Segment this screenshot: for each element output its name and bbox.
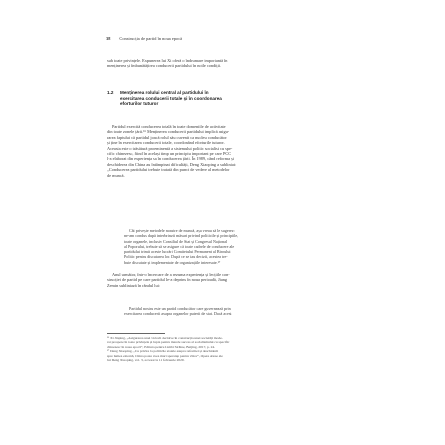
footnotes: [107, 336, 341, 362]
page-number: 38: [106, 36, 111, 41]
section-title-line: exercitarea conducerii totale și în coordonarea: [120, 95, 222, 101]
quote-line: al Poporului, trebuie să se asigure că toate cadrele de conducere ale: [124, 243, 235, 249]
section-title-line: eforturilor tuturor: [120, 101, 159, 107]
footnote-line: chinezesc în noua epocă”, Editura pentru Limbi Străine, Beijing, 2017, p. 24.: [107, 344, 215, 349]
text-line: sub toate privințele. Expunerea lui Xi oferă o îndrumare importantă în: [107, 58, 228, 63]
section-number: 1.2: [107, 90, 114, 95]
text-line: din toate zonele țării.¹⁶ Menținerea conducerii partidului implică asigu-: [107, 129, 230, 135]
text-line: Partidul exercită conducerea totală în toate domeniile de activitate: [112, 124, 226, 129]
text-line: rarea faptului că partidul joacă rolul său cuvenit ca nucleu conducător: [107, 134, 227, 140]
footnote-line: ¹⁶ Xi Jinping, „Asigurarea unei victorii decisive în construcția unei societăți mode-: [107, 336, 223, 340]
block-quote-2: [124, 306, 322, 317]
text-line: Anul următor, într-o încercare de a rezuma experiența și lecțiile con-: [112, 272, 230, 277]
quote-line: partidului trimit aceste lucrări Comitetului Permanent al Biroului: [124, 249, 231, 255]
footnote-line: rat prospere în toate privințele și lupta pentru marele succes al socialismului cu specific: [107, 340, 230, 345]
running-head: [106, 36, 182, 41]
text-line: l-a elaborat din experiența sa în conducerea țării. În 1989, când reforma și: [107, 156, 234, 162]
footnote-line: ¹⁷ Deng Xiaoping, „Cu privire la politicile statale asupra reformei și deschiderii: [107, 349, 219, 354]
book-title: Construcția de partid în noua epocă: [119, 36, 183, 41]
body-paragraph-2: [107, 272, 341, 288]
quote-line: Cât privește metodele noastre de muncă, așa vreau să le sugerez:: [129, 228, 235, 233]
quote-line: exercitarea conducerii asupra organelor puterii de stat. Dacă acest: [124, 311, 232, 317]
footnote-divider: [107, 333, 165, 334]
footnote-line: lui Deng Xiaoping, vol. 3, accesat la 11 februarie 2020.: [107, 358, 185, 363]
intro-paragraph: [107, 58, 341, 69]
section-heading: [107, 90, 337, 107]
footnote-line: spre lumea externă, China poate avea mari speranțe pentru viitor”, Opere Alese ale: [107, 353, 223, 358]
text-line: de muncă.: [107, 172, 125, 178]
section-title-line: Menținerea rolului central al partidului în: [120, 90, 209, 95]
quote-line: toate organele, inclusiv Consiliul de Stat și Congresul Național: [124, 238, 228, 244]
text-line: Aceasta este o trăsătură proeminentă a sistemului politic socialist cu spe-: [107, 145, 233, 151]
text-line: Zemin subliniază în rândul lui:: [107, 282, 160, 288]
text-line: deschiderea din China au întâmpinat dificultăți, Deng Xiaoping a subliniat:: [107, 161, 237, 167]
text-line: strucției de partid pe care partidul le-a deprins în noua perioadă, Jiang: [107, 277, 228, 283]
quote-line: buie discutate și implementate de organizațiile interesate.¹⁷: [124, 259, 221, 265]
text-line: și ține în exercitarea conducerii totale, coordonând eforturile tuturor.: [107, 140, 225, 146]
quote-line: ne-am condus după interbrinzii măsuri privind politicile și principiile,: [124, 233, 239, 239]
text-line: menținerea și îmbunătățirea conducerii partidului în noile condiții.: [107, 63, 222, 69]
text-line: „Conducerea partidului trebuie tratată din punct de vedere al metodelor: [107, 167, 230, 173]
block-quote: [124, 228, 322, 265]
text-line: cific chinezesc, fiind în același timp un principiu important pe care PCC: [107, 151, 232, 157]
quote-line: Politic pentru discutarea lor. După ce se iau decizii, acestea tre-: [124, 254, 228, 260]
quote-line: Partidul nostru este un partid conducător care guvernează prin: [129, 306, 231, 311]
body-paragraph-1: [107, 124, 341, 178]
